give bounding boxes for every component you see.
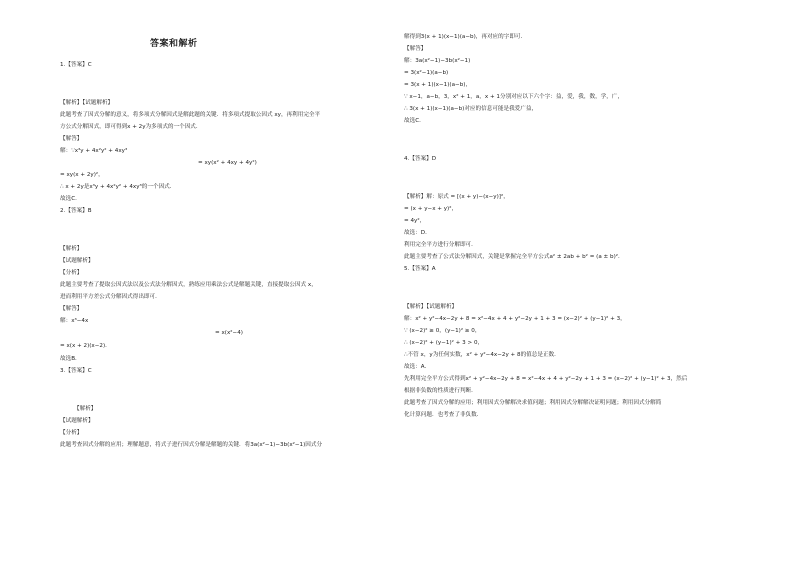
math-line: = (x + y−x + y)²， [404, 206, 458, 212]
math-line: 解：x² + y²−4x−2y + 8 = x²−4x + 4 + y²−2y + 1 + 3 = (x−2)² + (y−1)² + 3， [404, 316, 626, 322]
text-line: ∴ 3(x + 1)(x−1)(a−b)对应的信息可能是我爱广益， [404, 106, 538, 112]
text-line: ∴不管 x，y为任何实数，x² + y²−4x−2y + 8的值总是正数． [404, 352, 560, 358]
choice-line: 故选C． [404, 118, 425, 124]
page-title: 答案和解析 [150, 39, 198, 49]
answer-5-heading: 5.【答案】A [404, 266, 436, 272]
text-line: 化计算问题．也考查了非负数． [404, 412, 483, 418]
text-line: 此题考查了因式分解的应用；利用因式分解解决求值问题；利用因式分解解决证明问题；利用因式分解简 [404, 400, 662, 406]
analysis-label: 【解析】【试题解析】 [404, 304, 458, 310]
text-line: 此题考查因式分解的应用；理解题意，将式子进行因式分解是解题的关键．将3a(x²−1)−3b(x²−1)因式分 [60, 442, 323, 448]
text-line: 进而利用平方差公式分解因式得出即可． [60, 294, 161, 300]
choice-line: 故选B． [60, 356, 81, 362]
answer-2-heading: 2.【答案】B [60, 208, 92, 214]
text-line: 利用完全平方进行分解即可． [404, 242, 477, 248]
math-line: ∵ (x−2)² ≥ 0，(y−1)² ≥ 0， [404, 328, 481, 334]
math-line: 解：∵x³y + 4x²y² + 4xy³ [60, 148, 128, 154]
math-line: = x(x + 2)(x−2)． [60, 343, 111, 349]
text-line: 方公式分解因式，即可得到x + 2y为多项式的一个因式． [60, 124, 202, 130]
analysis-label: 【解析】【试题解析】 [60, 100, 114, 106]
math-line: = xy(x² + 4xy + 4y²) [198, 160, 257, 166]
math-line: 解：3a(x²−1)−3b(x²−1) [404, 58, 471, 64]
answer-4-heading: 4.【答案】D [404, 156, 437, 162]
text-line: 此题主要考查了公式法分解因式，关键是掌握完全平方公式a² ± 2ab + b² = (a ± b)²． [404, 254, 624, 260]
text-line: 先利用完全平方公式得到x² + y²−4x−2y + 8 = x²−4x + 4 + y²−2y + 1 + 3 = (x−2)² + (y−1)² + 3，然后 [404, 376, 688, 382]
answer-3-heading: 3.【答案】C [60, 368, 92, 374]
text-line: 此题考查了因式分解的意义，将多项式分解因式是解此题的关键．将多项式提取公因式 xy，再利用完全平 [60, 112, 321, 118]
solution-label: 【解答】 [60, 136, 83, 142]
math-line: = 4y²， [404, 218, 426, 224]
math-line: = x(x²−4) [215, 330, 243, 336]
math-line: ∴ x + 2y是x³y + 4x²y² + 4xy³的一个因式． [60, 184, 176, 190]
math-line: = 3(x²−1)(a−b) [404, 70, 449, 76]
analysis-label: 【分析】 [60, 430, 83, 436]
text-line: ∵ x−1，a−b，3，x² + 1，a，x + 1分别对应以下六个字：益，爱，我，数，学，广， [404, 94, 624, 100]
text-line: 此题主要考查了提取公因式法以及公式法分解因式，熟练应用乘法公式是解题关键，直接提取公因式 x， [60, 282, 317, 288]
solution-label: 【解答】 [60, 306, 83, 312]
math-line: = xy(x + 2y)²， [60, 172, 104, 178]
answer-1-heading: 1.【答案】C [60, 62, 92, 68]
choice-line: 故选C． [60, 196, 81, 202]
text-line: 根据非负数的性质进行判断． [404, 388, 477, 394]
math-line: 解：x³−4x [60, 318, 89, 324]
analysis-label: 【解析】 [74, 406, 97, 412]
solution-label: 【解答】 [404, 46, 427, 52]
text-line: 解得到3(x + 1)(x−1)(a−b)，再对应的字即可． [404, 34, 527, 40]
math-line: = 3(x + 1)(x−1)(a−b)， [404, 82, 472, 88]
choice-line: 故选：A． [404, 364, 431, 370]
choice-line: 故选：D． [404, 230, 431, 236]
analysis-label: 【试题解析】 [60, 258, 94, 264]
analysis-label: 【分析】 [60, 270, 83, 276]
analysis-label: 【试题解析】 [60, 418, 94, 424]
math-line: 【解析】解：原式 = [(x + y)−(x−y)]²， [404, 194, 509, 200]
analysis-label: 【解析】 [60, 246, 83, 252]
math-line: ∴ (x−2)² + (y−1)² + 3 > 0， [404, 340, 484, 346]
